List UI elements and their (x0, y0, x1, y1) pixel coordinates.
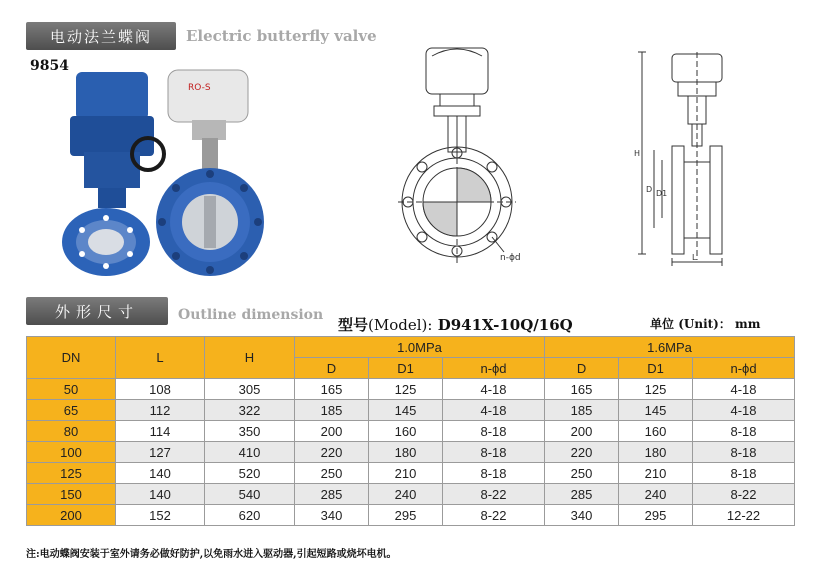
cell-d-16: 220 (545, 442, 619, 463)
cell-d-16: 185 (545, 400, 619, 421)
header-h: H (205, 337, 295, 379)
dimension-title-cn: 外形尺寸 (54, 302, 139, 321)
cell-dn: 80 (27, 421, 116, 442)
cell-h: 350 (205, 421, 295, 442)
cell-nd-10: 8-22 (443, 484, 545, 505)
cell-nd-10: 8-18 (443, 421, 545, 442)
cell-l: 140 (116, 484, 205, 505)
model-paren: (Model): (368, 316, 433, 334)
cell-l: 152 (116, 505, 205, 526)
header-dn: DN (27, 337, 116, 379)
section-tag-product (26, 22, 176, 50)
drawing-front-view (626, 46, 736, 272)
cell-d1-10: 210 (369, 463, 443, 484)
header-l: L (116, 337, 205, 379)
cell-d1-10: 145 (369, 400, 443, 421)
footnote: 注:电动蝶阀安装于室外请务必做好防护,以免雨水进入驱动器,引起短路或烧坏电机。 (26, 549, 397, 560)
label-n-phi-d: n-ϕd (500, 253, 521, 263)
cell-d1-10: 295 (369, 505, 443, 526)
label-d1: D1 (656, 189, 668, 198)
drawing-side-view (398, 40, 528, 276)
cell-dn: 150 (27, 484, 116, 505)
cell-h: 620 (205, 505, 295, 526)
cell-l: 140 (116, 463, 205, 484)
cell-d1-10: 240 (369, 484, 443, 505)
actuator-nameplate: RO-S (188, 83, 211, 93)
model-label: 型号 (338, 316, 369, 334)
cell-d-16: 285 (545, 484, 619, 505)
cell-d-10: 220 (295, 442, 369, 463)
cell-nd-10: 8-22 (443, 505, 545, 526)
model-value: D941X-10Q/16Q (437, 316, 573, 334)
model-number: 9854 (30, 58, 69, 74)
cell-nd-10: 8-18 (443, 463, 545, 484)
section-tag-dimension (26, 297, 168, 325)
cell-d-10: 250 (295, 463, 369, 484)
cell-l: 108 (116, 379, 205, 400)
cell-d1-16: 180 (619, 442, 693, 463)
cell-h: 410 (205, 442, 295, 463)
header-group-1-6mpa: 1.6MPa (545, 337, 795, 358)
table-row (27, 484, 795, 505)
cell-nd-16: 8-18 (693, 442, 795, 463)
dimension-table (26, 336, 795, 526)
cell-nd-10: 4-18 (443, 400, 545, 421)
table-row (27, 421, 795, 442)
cell-nd-16: 4-18 (693, 400, 795, 421)
cell-l: 112 (116, 400, 205, 421)
cell-h: 305 (205, 379, 295, 400)
table-row (27, 463, 795, 484)
unit-value: mm (735, 317, 761, 331)
unit-designation (650, 315, 760, 332)
cell-dn: 200 (27, 505, 116, 526)
cell-d1-10: 180 (369, 442, 443, 463)
cell-d-10: 340 (295, 505, 369, 526)
cell-nd-10: 8-18 (443, 442, 545, 463)
header-d-10: D (295, 358, 369, 379)
cell-nd-10: 4-18 (443, 379, 545, 400)
label-l: L (692, 253, 697, 262)
table-row (27, 442, 795, 463)
cell-d1-16: 240 (619, 484, 693, 505)
unit-label: 单位 (650, 317, 675, 331)
header-d1-10: D1 (369, 358, 443, 379)
cell-d-16: 165 (545, 379, 619, 400)
header-d1-16: D1 (619, 358, 693, 379)
cell-d-10: 200 (295, 421, 369, 442)
cell-d1-16: 295 (619, 505, 693, 526)
cell-d-16: 200 (545, 421, 619, 442)
section-title-en: Electric butterfly valve (186, 27, 377, 45)
table-row (27, 379, 795, 400)
cell-d1-16: 160 (619, 421, 693, 442)
cell-dn: 125 (27, 463, 116, 484)
section-title-cn: 电动法兰蝶阀 (49, 27, 152, 46)
cell-d1-16: 145 (619, 400, 693, 421)
header-group-1-0mpa: 1.0MPa (295, 337, 545, 358)
cell-d1-16: 210 (619, 463, 693, 484)
cell-l: 127 (116, 442, 205, 463)
header-d-16: D (545, 358, 619, 379)
label-h: H (634, 149, 641, 158)
cell-d1-10: 125 (369, 379, 443, 400)
cell-d-16: 250 (545, 463, 619, 484)
cell-d-10: 185 (295, 400, 369, 421)
cell-nd-16: 8-18 (693, 421, 795, 442)
cell-nd-16: 8-18 (693, 463, 795, 484)
cell-h: 520 (205, 463, 295, 484)
cell-dn: 65 (27, 400, 116, 421)
cell-h: 540 (205, 484, 295, 505)
cell-d-10: 285 (295, 484, 369, 505)
header-nd-16: n-ϕd (693, 358, 795, 379)
cell-l: 114 (116, 421, 205, 442)
cell-dn: 50 (27, 379, 116, 400)
label-d: D (646, 185, 653, 194)
header-nd-10: n-ϕd (443, 358, 545, 379)
cell-h: 322 (205, 400, 295, 421)
table-row (27, 505, 795, 526)
dimension-title-en: Outline dimension (178, 307, 324, 323)
cell-d-16: 340 (545, 505, 619, 526)
cell-d-10: 165 (295, 379, 369, 400)
cell-nd-16: 8-22 (693, 484, 795, 505)
unit-paren: (Unit)： (678, 317, 731, 331)
cell-dn: 100 (27, 442, 116, 463)
product-photo (26, 52, 274, 278)
model-designation (338, 314, 573, 335)
cell-d1-10: 160 (369, 421, 443, 442)
cell-nd-16: 12-22 (693, 505, 795, 526)
cell-d1-16: 125 (619, 379, 693, 400)
cell-nd-16: 4-18 (693, 379, 795, 400)
table-row (27, 400, 795, 421)
